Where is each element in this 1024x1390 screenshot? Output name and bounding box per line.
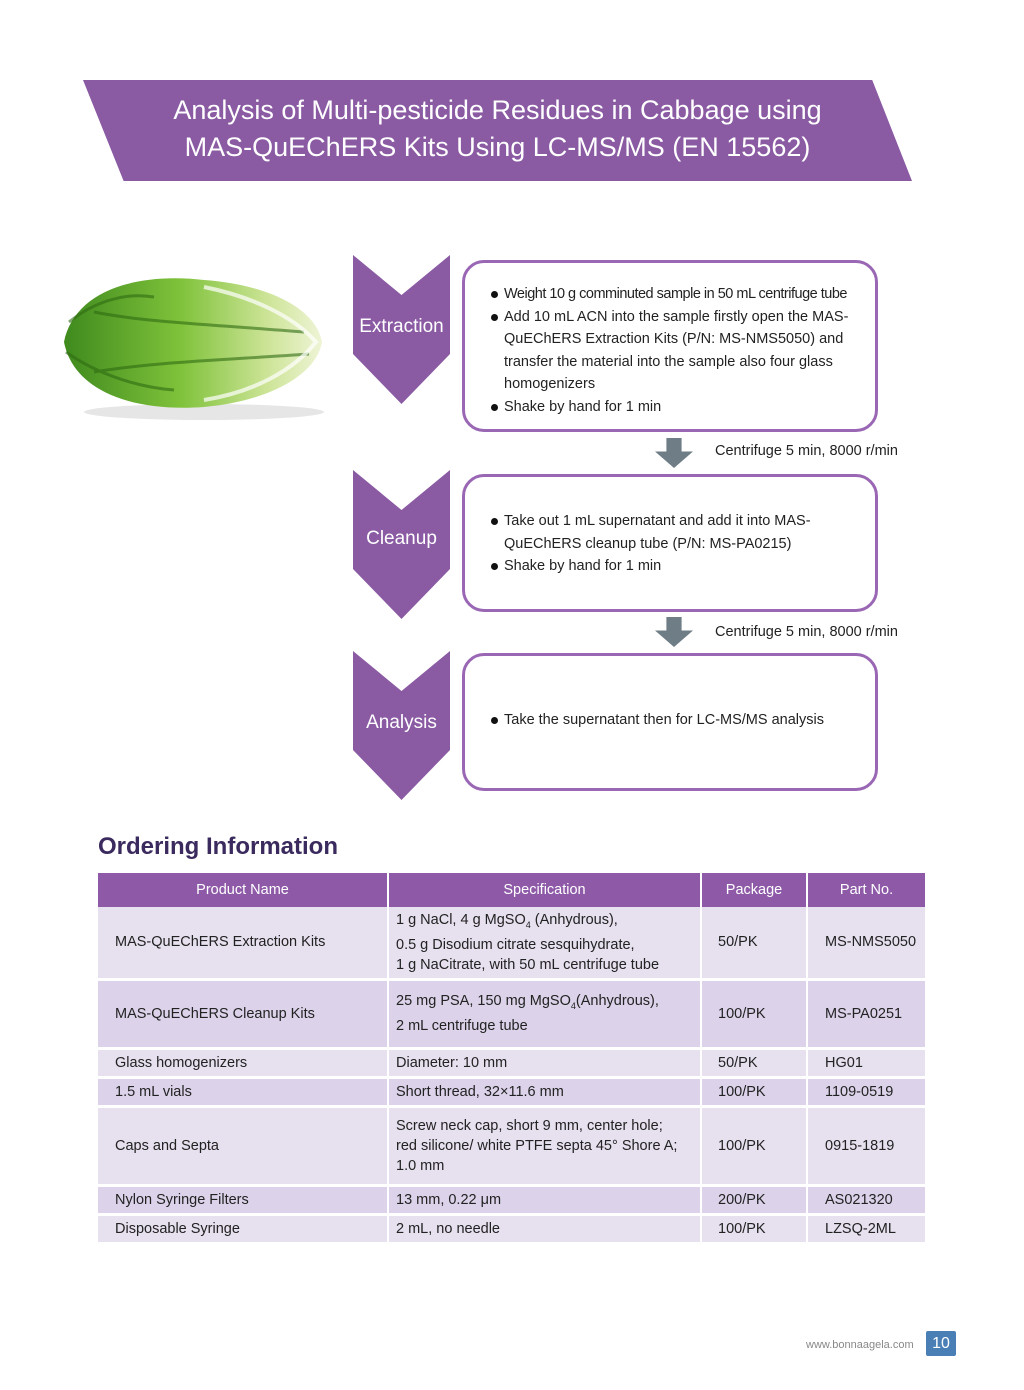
- page-title-line-1: Analysis of Multi-pesticide Residues in Cabbage using: [173, 95, 822, 125]
- specification-cell: 25 mg PSA, 150 mg MgSO$_4$(Anhydrous), 2 mL centrifuge tube: [388, 979, 701, 1048]
- product-name-cell: Caps and Septa: [98, 1106, 388, 1185]
- down-arrow-icon: [655, 438, 693, 468]
- table-row: [98, 1077, 925, 1106]
- product-name-cell: Glass homogenizers: [98, 1048, 388, 1077]
- ordering-heading: Ordering Information: [98, 833, 338, 860]
- list-item: Take out 1 mL supernatant and add it into MAS-QuEChERS cleanup tube (P/N: MS-PA0215): [491, 510, 861, 555]
- package-cell: 100/PK: [701, 1214, 807, 1243]
- part-number-cell: MS-NMS5050: [807, 907, 925, 979]
- transition-label: Centrifuge 5 min, 8000 r/min: [715, 624, 898, 640]
- table-row: [98, 979, 925, 1048]
- product-name-cell: 1.5 mL vials: [98, 1077, 388, 1106]
- website-link[interactable]: www.bonnaagela.com: [806, 1339, 914, 1351]
- column-header-package: Package: [701, 873, 807, 907]
- page-title: [83, 92, 912, 166]
- table-row: [98, 1185, 925, 1214]
- column-header-part-no: Part No.: [807, 873, 925, 907]
- list-item: Shake by hand for 1 min: [491, 555, 861, 578]
- column-header-product-name: Product Name: [98, 873, 388, 907]
- part-number-cell: HG01: [807, 1048, 925, 1077]
- product-name-cell: Disposable Syringe: [98, 1214, 388, 1243]
- transition-label: Centrifuge 5 min, 8000 r/min: [715, 443, 898, 459]
- package-cell: 50/PK: [701, 1048, 807, 1077]
- part-number-cell: 0915-1819: [807, 1106, 925, 1185]
- specification-cell: 1 g NaCl, 4 g MgSO$_4$ (Anhydrous), 0.5 g Disodium citrate sesquihydrate, 1 g NaCitrate, with 50 mL centrifuge tube: [388, 907, 701, 979]
- down-arrow-icon: [655, 617, 693, 647]
- package-cell: 100/PK: [701, 979, 807, 1048]
- step-label-extraction: Extraction: [359, 316, 444, 337]
- specification-cell: Diameter: 10 mm: [388, 1048, 701, 1077]
- package-cell: 100/PK: [701, 1077, 807, 1106]
- package-cell: 100/PK: [701, 1106, 807, 1185]
- product-name-cell: MAS-QuEChERS Cleanup Kits: [98, 979, 388, 1048]
- specification-cell: Screw neck cap, short 9 mm, center hole; red silicone/ white PTFE septa 45° Shore A; 1.0 mm: [388, 1106, 701, 1185]
- page-title-line-2: MAS-QuEChERS Kits Using LC-MS/MS (EN 15562): [184, 132, 811, 162]
- table-row: [98, 1106, 925, 1185]
- specification-cell: 13 mm, 0.22 μm: [388, 1185, 701, 1214]
- analysis-step-box: [462, 653, 878, 791]
- list-item: Weight 10 g comminuted sample in 50 mL centrifuge tube: [491, 283, 861, 306]
- table-header-row: [98, 873, 925, 907]
- part-number-cell: 1109-0519: [807, 1077, 925, 1106]
- step-label-analysis: Analysis: [366, 712, 437, 733]
- package-cell: 200/PK: [701, 1185, 807, 1214]
- extraction-step-box: [462, 260, 878, 432]
- column-header-specification: Specification: [388, 873, 701, 907]
- table-row: [98, 1048, 925, 1077]
- product-name-cell: MAS-QuEChERS Extraction Kits: [98, 907, 388, 979]
- cleanup-step-box: [462, 474, 878, 612]
- part-number-cell: MS-PA0251: [807, 979, 925, 1048]
- list-item: Shake by hand for 1 min: [491, 396, 861, 419]
- specification-cell: 2 mL, no needle: [388, 1214, 701, 1243]
- product-name-cell: Nylon Syringe Filters: [98, 1185, 388, 1214]
- page-number-badge: 10: [926, 1331, 956, 1356]
- list-item: Add 10 mL ACN into the sample firstly open the MAS-QuEChERS Extraction Kits (P/N: MS-NMS5050) and transfer the material into the sample also four glass homogenizers: [491, 306, 861, 396]
- ordering-table: [98, 873, 925, 1245]
- part-number-cell: LZSQ-2ML: [807, 1214, 925, 1243]
- cabbage-image: [54, 262, 330, 422]
- table-row: [98, 1214, 925, 1243]
- step-label-cleanup: Cleanup: [366, 528, 437, 549]
- list-item: Take the supernatant then for LC-MS/MS analysis: [491, 709, 861, 732]
- part-number-cell: AS021320: [807, 1185, 925, 1214]
- package-cell: 50/PK: [701, 907, 807, 979]
- table-row: [98, 907, 925, 979]
- specification-cell: Short thread, 32×11.6 mm: [388, 1077, 701, 1106]
